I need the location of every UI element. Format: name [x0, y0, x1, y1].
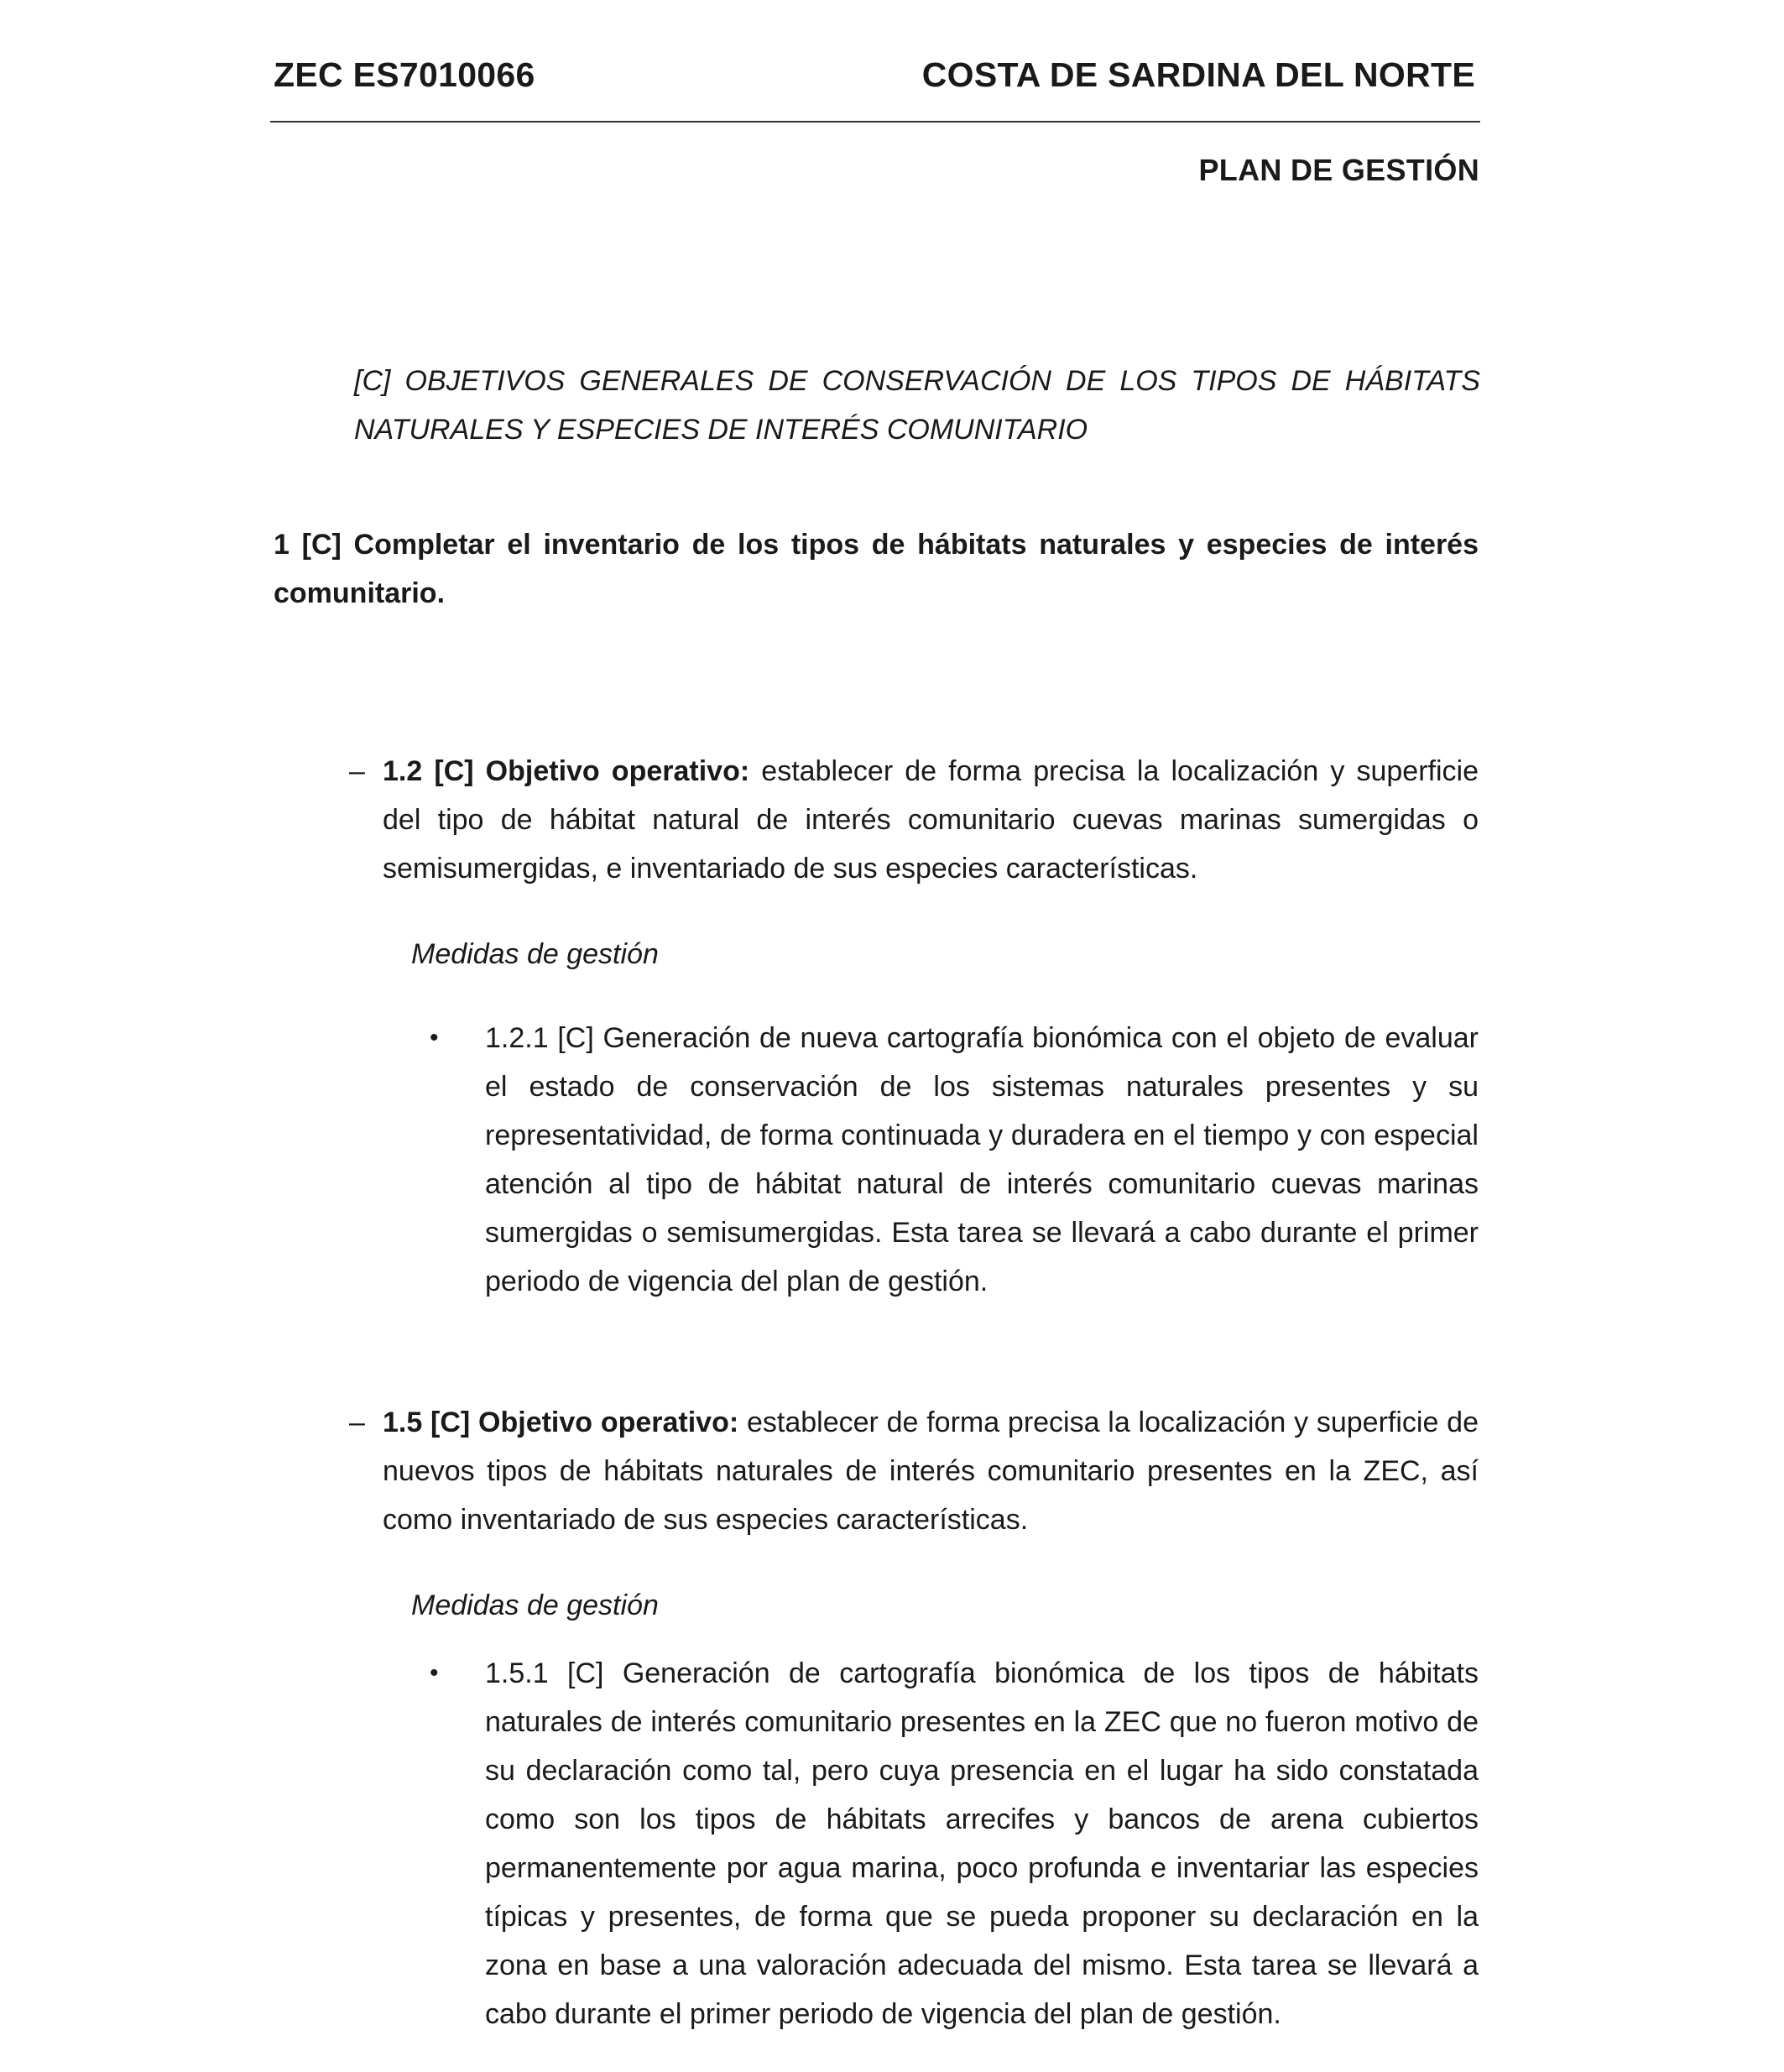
operational-objective-1-5 — [349, 1398, 1479, 1544]
measure-text: 1.5.1 [C] Generación de cartografía bionómica de los tipos de hábitats naturales de interés comunitario presentes en la ZEC que no fueron motivo de su declaración como tal, pero cuya presencia en el lugar ha sido constatada como son los tipos de hábitats arrecifes y bancos de arena cubiertos permanentemente por agua marina, poco profunda e inventariar las especies típicas y presentes, de forma que se pueda proponer su declaración en la zona en base a una valoración adecuada del mismo. Esta tarea se llevará a cabo durante el primer periodo de vigencia del plan de gestión. — [485, 1657, 1479, 2030]
document-type-title: PLAN DE GESTIÓN — [1198, 153, 1479, 187]
objective-text: establecer de forma precisa la localización y superficie del tipo de hábitat natural de interés comunitario cuevas marinas sumergidas o semisumergidas, e inventariado de sus especies características. — [383, 755, 1479, 885]
dash-marker: – — [349, 755, 365, 787]
operational-objective-1-2 — [349, 747, 1479, 893]
measure-1-5-1 — [430, 1649, 1479, 2038]
objective-lead: 1.2 [C] Objetivo operativo: — [383, 755, 750, 787]
objective-text: establecer de forma precisa la localización y superficie de nuevos tipos de hábitats naturales de interés comunitario presentes en la ZEC, así como inventariado de sus especies características. — [383, 1407, 1479, 1536]
dash-marker: – — [349, 1407, 365, 1438]
measure-1-2-1 — [430, 1014, 1479, 1306]
zec-code: ZEC ES7010066 — [274, 55, 535, 94]
measures-heading-1-2: Medidas de gestión — [411, 938, 659, 970]
bullet-marker: • — [430, 1659, 439, 1687]
general-objective: 1 [C] Completar el inventario de los tipos de hábitats naturales y especies de interés comunitario. — [274, 529, 1479, 609]
site-name: COSTA DE SARDINA DEL NORTE — [921, 55, 1475, 94]
objective-lead: 1.5 [C] Objetivo operativo: — [383, 1407, 739, 1438]
section-title: [C] OBJETIVOS GENERALES DE CONSERVACIÓN DE LOS TIPOS DE HÁBITATS NATURALES Y ESPECIES DE INTERÉS COMUNITARIO — [354, 365, 1480, 446]
page-header — [270, 50, 1480, 123]
measure-text: 1.2.1 [C] Generación de nueva cartografía bionómica con el objeto de evaluar el estado de conservación de los sistemas naturales presentes y su representatividad, de forma continuada y duradera en el tiempo y con especial atención al tipo de hábitat natural de interés comunitario cuevas marinas sumergidas o semisumergidas. Esta tarea se llevará a cabo durante el primer periodo de vigencia del plan de gestión. — [485, 1022, 1479, 1297]
measures-heading-1-5: Medidas de gestión — [411, 1589, 659, 1621]
bullet-marker: • — [430, 1024, 439, 1052]
